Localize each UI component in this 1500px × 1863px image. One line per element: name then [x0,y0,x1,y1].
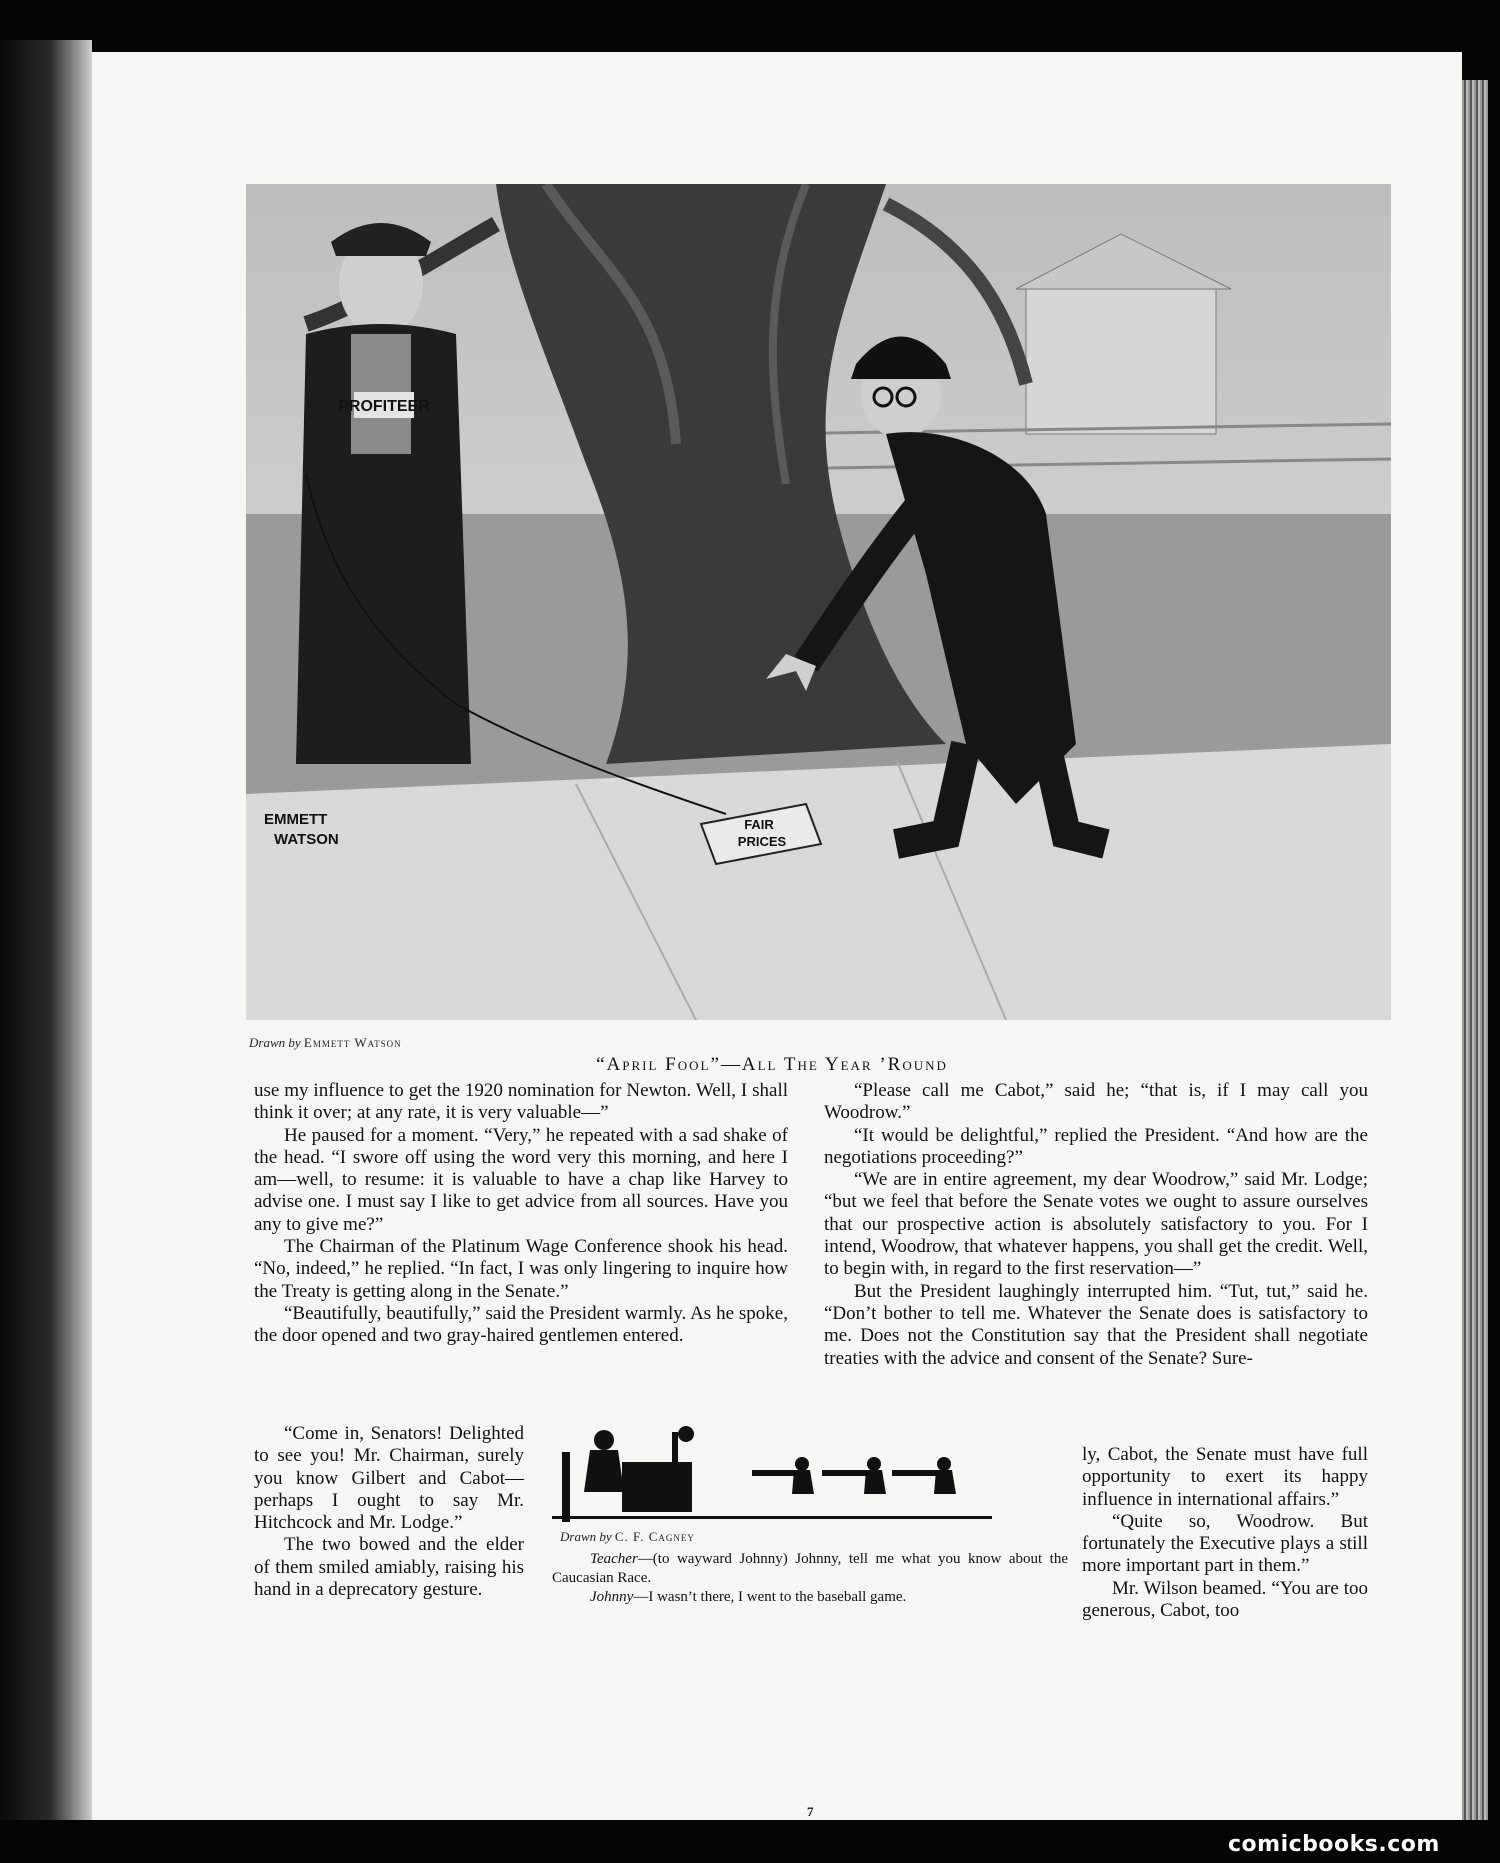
paragraph: “Please call me Cabot,” said he; “that is, if I may call you Woodrow.” [824,1080,1368,1124]
paragraph: “Beautifully, beautifully,” said the President warmly. As he spoke, the door opened and two gray-haired gentlemen entered. [254,1302,788,1347]
paragraph: But the President laughingly interrupted him. “Tut, tut,” said he. “Don’t bother to tell me. Whatever the Senate does is satisfactory to me. Does not the Constitution say that the President shall negotiate treaties with the advice and consent of the Senate? Sure- [824,1280,1368,1369]
cartoon-drawing [246,184,1391,1020]
classroom-silhouette [552,1412,1068,1524]
paragraph: “It would be delightful,” replied the President. “And how are the negotiations proceeding?” [824,1124,1368,1168]
article-column-left-bottom [254,1423,524,1601]
profiteer-vest-label: PROFITEER [338,398,430,415]
joke-credit: Drawn by C. F. Cagney [560,1529,695,1544]
joke-dialogue [552,1550,1068,1607]
background-house [1026,284,1216,434]
paragraph: “Come in, Senators! Delighted to see you! Mr. Chairman, surely you know Gilbert and Cabot—perhaps I ought to say Mr. Hitchcock and Mr. Lodge.” [254,1423,524,1534]
svg-text:EMMETT: EMMETT [264,811,328,828]
article-column-left-top [254,1080,788,1348]
johnny-line: Johnny—I wasn’t there, I went to the baseball game. [590,1589,907,1605]
page-number: 7 [807,1804,814,1819]
paragraph: The two bowed and the elder of them smiled amiably, raising his hand in a deprecatory gesture. [254,1534,524,1601]
svg-text:WATSON: WATSON [274,831,339,848]
paragraph: “We are in entire agreement, my dear Woodrow,” said Mr. Lodge; “but we feel that before the Senate votes we ought to assure ourselves that our prospective action is absolutely satisfactory to you. For I intend, Woodrow, that whatever happens, you shall get the credit. Well, to begin with, in regard to the first reservation—” [824,1169,1368,1280]
paragraph: Mr. Wilson beamed. “You are too generous, Cabot, too [1082,1577,1368,1622]
illustration-caption: “April Fool”—All The Year ’Round [596,1054,948,1075]
page-edge-stack [1462,80,1488,1820]
paragraph: use my influence to get the 1920 nomination for Newton. Well, I shall think it over; at any rate, it is very valuable—” [254,1080,788,1124]
book-binding-shadow [0,40,92,1820]
paragraph: He paused for a moment. “Very,” he repeated with a sad shake of the head. “I swore off using the word very this morning, and here I am—well, to resume: it is valuable to have a chap like Harvey to advise one. I must say I like to get advice from all sources. Have you any to give me?” [254,1124,788,1235]
illustration-credit: Drawn by Emmett Watson [249,1035,402,1050]
illustration-artist-name: Emmett Watson [303,1035,402,1050]
bill-text-prices: PRICES [737,834,787,849]
classroom-joke-cartoon [552,1412,1068,1742]
paragraph: “Quite so, Woodrow. But fortunately the Executive plays a still more important part in them.” [1082,1510,1368,1577]
paragraph: ly, Cabot, the Senate must have full opportunity to exert its happy influence in international affairs.” [1082,1444,1368,1510]
cartoon-illustration [246,184,1391,1020]
bill-text-fair: FAIR [744,817,774,832]
article-column-right-bottom [1082,1444,1368,1622]
joke-artist-name: C. F. Cagney [614,1529,695,1544]
site-watermark: comicbooks.com [1228,1832,1440,1857]
paragraph: The Chairman of the Platinum Wage Conference shook his head. “No, indeed,” he replied. “In fact, I was only lingering to inquire how the Treaty is getting along in the Senate.” [254,1236,788,1302]
article-column-right-top [824,1080,1368,1370]
teacher-line: Teacher—(to wayward Johnny) Johnny, tell me what you know about the Caucasian Race. [552,1551,1068,1586]
